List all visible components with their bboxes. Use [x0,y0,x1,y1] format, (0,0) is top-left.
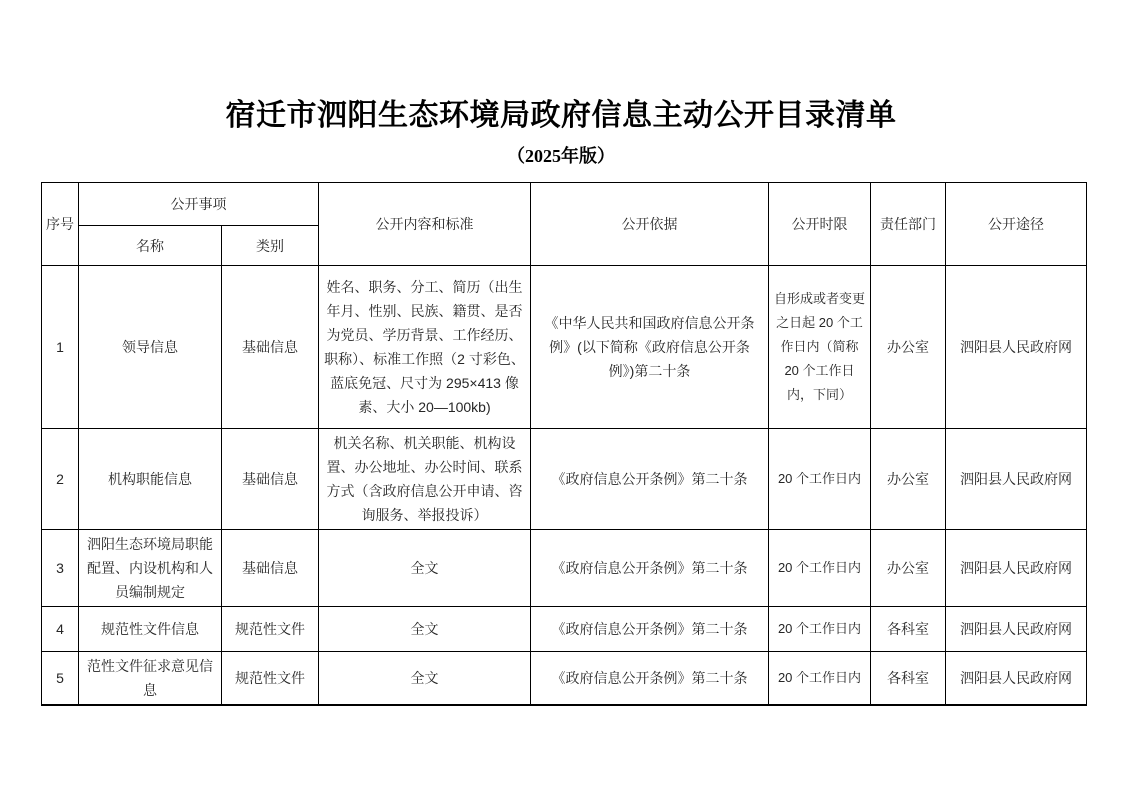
cell-channel: 泗阳县人民政府网 [946,266,1087,429]
cell-time-limit: 20 个工作日内 [769,607,871,652]
col-header-content-standard: 公开内容和标准 [319,183,531,266]
cell-content: 全文 [319,530,531,607]
page-title: 宿迁市泗阳生态环境局政府信息主动公开目录清单 [225,99,897,132]
col-header-time-limit: 公开时限 [769,183,871,266]
cell-name: 机构职能信息 [79,429,222,530]
cell-category: 基础信息 [222,530,319,607]
col-header-index: 序号 [42,183,79,266]
col-header-disclosure-item: 公开事项 [79,183,319,226]
disclosure-catalog-table [41,182,1087,706]
cell-name: 范性文件征求意见信息 [79,652,222,706]
cell-basis: 《中华人民共和国政府信息公开条例》(以下简称《政府信息公开条例》)第二十条 [531,266,769,429]
cell-channel: 泗阳县人民政府网 [946,652,1087,706]
table-row [42,266,1087,429]
cell-channel: 泗阳县人民政府网 [946,429,1087,530]
cell-department: 各科室 [871,652,946,706]
cell-index: 2 [42,429,79,530]
cell-time-limit: 20 个工作日内 [769,652,871,706]
cell-index: 4 [42,607,79,652]
cell-department: 各科室 [871,607,946,652]
cell-category: 基础信息 [222,266,319,429]
col-header-channel: 公开途径 [946,183,1087,266]
cell-department: 办公室 [871,266,946,429]
cell-category: 规范性文件 [222,607,319,652]
col-header-basis: 公开依据 [531,183,769,266]
cell-content: 机关名称、机关职能、机构设置、办公地址、办公时间、联系方式（含政府信息公开申请、咨询服务、举报投诉） [319,429,531,530]
cell-content: 姓名、职务、分工、简历（出生年月、性别、民族、籍贯、是否为党员、学历背景、工作经历、职称）、标准工作照（2 寸彩色、蓝底免冠、尺寸为 295×413 像素、大小 20—100kb) [319,266,531,429]
cell-name: 泗阳生态环境局职能配置、内设机构和人员编制规定 [79,530,222,607]
cell-category: 基础信息 [222,429,319,530]
cell-content: 全文 [319,652,531,706]
cell-basis: 《政府信息公开条例》第二十条 [531,652,769,706]
page-subtitle: （2025年版） [507,146,615,166]
table-row [42,607,1087,652]
cell-time-limit: 自形成或者变更之日起 20 个工作日内（简称 20 个工作日内，下同） [769,266,871,429]
cell-department: 办公室 [871,429,946,530]
cell-name: 领导信息 [79,266,222,429]
cell-content: 全文 [319,607,531,652]
table-row [42,652,1087,706]
cell-basis: 《政府信息公开条例》第二十条 [531,530,769,607]
table-row [42,429,1087,530]
cell-name: 规范性文件信息 [79,607,222,652]
table-row [42,530,1087,607]
cell-department: 办公室 [871,530,946,607]
table-header-row-top [42,183,1087,226]
col-header-name: 名称 [79,226,222,266]
cell-channel: 泗阳县人民政府网 [946,607,1087,652]
cell-index: 3 [42,530,79,607]
cell-channel: 泗阳县人民政府网 [946,530,1087,607]
col-header-category: 类别 [222,226,319,266]
cell-category: 规范性文件 [222,652,319,706]
cell-index: 5 [42,652,79,706]
cell-time-limit: 20 个工作日内 [769,429,871,530]
col-header-department: 责任部门 [871,183,946,266]
cell-basis: 《政府信息公开条例》第二十条 [531,607,769,652]
cell-index: 1 [42,266,79,429]
cell-basis: 《政府信息公开条例》第二十条 [531,429,769,530]
cell-time-limit: 20 个工作日内 [769,530,871,607]
